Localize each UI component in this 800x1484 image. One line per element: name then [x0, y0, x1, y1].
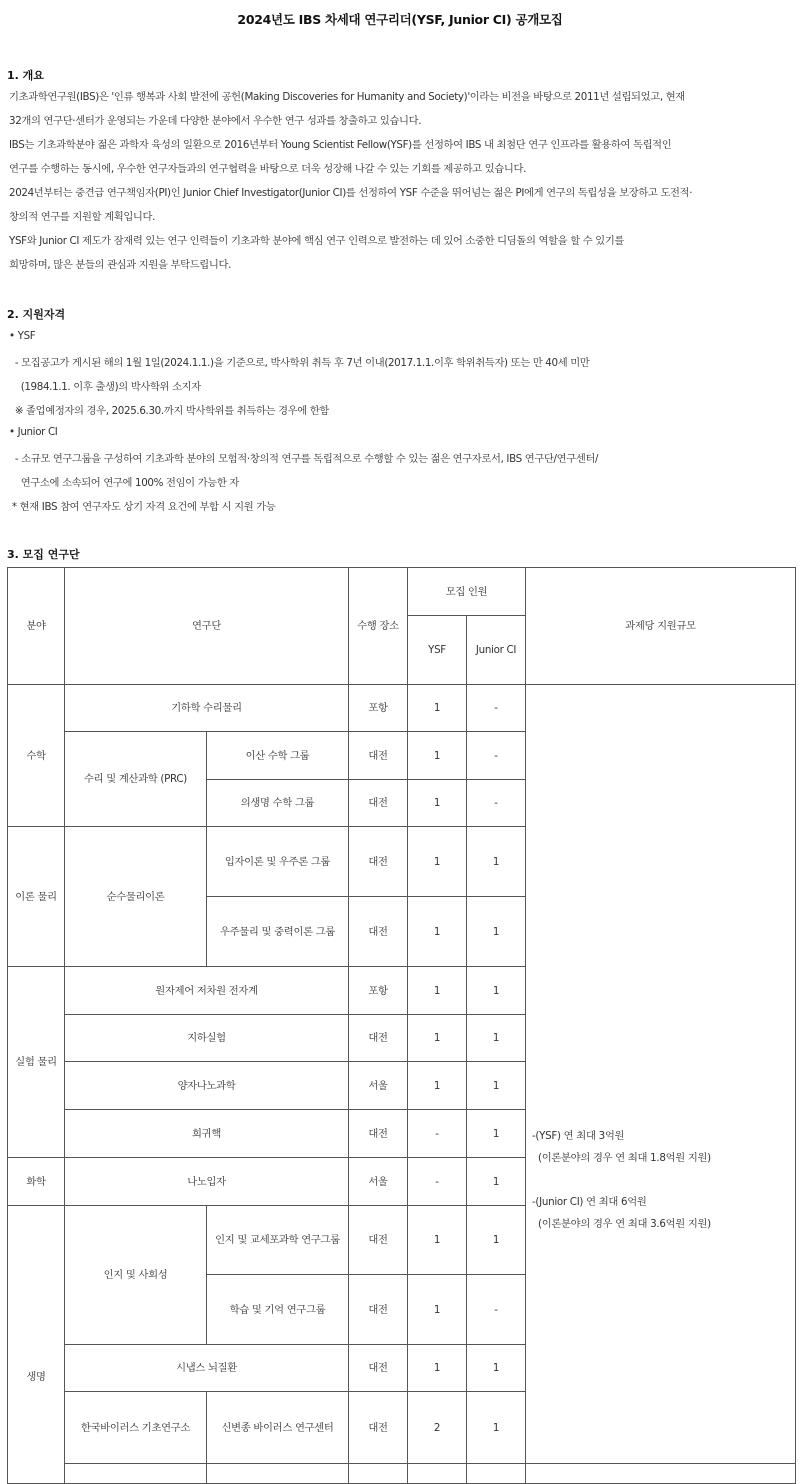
- center-name: 우주물리 및 중력이론 그룹: [207, 897, 349, 967]
- recruit-table: [7, 567, 796, 1484]
- recruit-heading: 3. 모집 연구단: [7, 548, 80, 561]
- support-line: (이론분야의 경우 연 최대 1.8억원 지원): [538, 1152, 711, 1164]
- junior-count: 1: [467, 1158, 526, 1206]
- support-line: (이론분야의 경우 연 최대 3.6억원 지원): [538, 1218, 711, 1230]
- overview-line: 연구를 수행하는 동시에, 우수한 연구자들과의 연구협력을 바탕으로 더욱 성장해 나갈 수 있는 기회를 제공하고 있습니다.: [9, 163, 527, 175]
- eligibility-line: 연구소에 소속되어 연구에 100% 전임이 가능한 자: [9, 477, 240, 489]
- eligibility-line: - 모집공고가 게시된 해의 1월 1일(2024.1.1.)을 기준으로, 박사학위 취득 후 7년 이내(2017.1.1.이후 학위취득자) 또는 만 40세 미만: [9, 357, 590, 369]
- overview-line: 기초과학연구원(IBS)은 '인류 행복과 사회 발전에 공헌(Making Discoveries for Humanity and Society)'이라는 비전을 바탕으로 2011년 설립되었고, 현재: [9, 91, 685, 103]
- header-center: 연구단: [65, 568, 349, 685]
- overview-line: 32개의 연구단·센터가 운영되는 가운데 다양한 분야에서 우수한 연구 성과를 창출하고 있습니다.: [9, 115, 422, 127]
- ysf-count: 2: [408, 1392, 467, 1464]
- support-spacer: [532, 1169, 789, 1191]
- eligibility-line: • Junior CI: [9, 426, 58, 438]
- ysf-count: 1: [408, 1275, 467, 1345]
- location-cell: 서울: [349, 1062, 408, 1110]
- junior-count: 1: [467, 897, 526, 967]
- location-cell: 대전: [349, 1345, 408, 1392]
- overview-line: 2024년부터는 중견급 연구책임자(PI)인 Junior Chief Investigator(Junior CI)를 선정하여 YSF 수준을 뛰어넘는 젊은 PI에게 연구의 독립성을 보장하고 도전적·: [9, 187, 693, 199]
- location-cell: 포항: [349, 967, 408, 1015]
- group-cell: 인지 및 사회성: [65, 1206, 207, 1345]
- group-cell: 한국바이러스 기초연구소: [65, 1392, 207, 1464]
- ysf-count: 1: [408, 780, 467, 827]
- location-cell: 포항: [349, 685, 408, 732]
- group-cell: 수리 및 계산과학 (PRC): [65, 732, 207, 827]
- ysf-count: 1: [408, 827, 467, 897]
- overview-line: IBS는 기초과학분야 젊은 과학자 육성의 일환으로 2016년부터 Young Scientist Fellow(YSF)를 선정하여 IBS 내 최첨단 연구 인프라를 활용하여 독립적인: [9, 139, 672, 151]
- center-name: 인지 및 교세포과학 연구그룹: [207, 1206, 349, 1275]
- eligibility-line: * 현재 IBS 참여 연구자도 상기 자격 요건에 부합 시 지원 가능: [9, 501, 276, 513]
- field-cell: 수학: [8, 685, 65, 827]
- eligibility-line: - 소규모 연구그룹을 구성하여 기초과학 분야의 모험적·창의적 연구를 독립적으로 수행할 수 있는 젊은 연구자로서, IBS 연구단/연구센터/: [9, 453, 599, 465]
- field-cell: 이론 물리: [8, 827, 65, 967]
- ysf-count: 1: [408, 897, 467, 967]
- junior-count: 1: [467, 1345, 526, 1392]
- location-cell: 대전: [349, 732, 408, 780]
- support-line: -(Junior CI) 연 최대 6억원: [532, 1196, 647, 1208]
- center-name: 시냅스 뇌질환: [65, 1345, 349, 1392]
- location-cell: 대전: [349, 827, 408, 897]
- junior-count: -: [467, 1275, 526, 1345]
- ysf-count: 1: [408, 1206, 467, 1275]
- ysf-count: -: [408, 1158, 467, 1206]
- ysf-count: -: [408, 1110, 467, 1158]
- center-name: 지하실험: [65, 1015, 349, 1062]
- center-name: 나노입자: [65, 1158, 349, 1206]
- ysf-count: 1: [408, 685, 467, 732]
- center-name: 원자제어 저차원 전자계: [65, 967, 349, 1015]
- table-row-continuation: [408, 1464, 467, 1484]
- field-cell: 실험 물리: [8, 967, 65, 1158]
- eligibility-line: • YSF: [9, 330, 36, 342]
- table-row-continuation: [207, 1464, 349, 1484]
- center-name: 기하학 수리물리: [65, 685, 349, 732]
- location-cell: 대전: [349, 897, 408, 967]
- ysf-count: 1: [408, 1345, 467, 1392]
- location-cell: 대전: [349, 1392, 408, 1464]
- table-row-continuation: [526, 1464, 796, 1484]
- location-cell: 대전: [349, 1206, 408, 1275]
- header-field: 분야: [8, 568, 65, 685]
- overview-line: 창의적 연구를 지원할 계획입니다.: [9, 211, 156, 223]
- center-name: 학습 및 기억 연구그룹: [207, 1275, 349, 1345]
- field-cell: 생명: [8, 1206, 65, 1484]
- support-cell: [526, 685, 796, 1464]
- ysf-count: 1: [408, 967, 467, 1015]
- header-ysf: YSF: [408, 616, 467, 685]
- center-name: 입자이론 및 우주론 그룹: [207, 827, 349, 897]
- junior-count: -: [467, 780, 526, 827]
- overview-heading: 1. 개요: [7, 69, 44, 82]
- junior-count: 1: [467, 827, 526, 897]
- ysf-count: 1: [408, 1015, 467, 1062]
- ysf-count: 1: [408, 1062, 467, 1110]
- eligibility-line: (1984.1.1. 이후 출생)의 박사학위 소지자: [9, 381, 201, 393]
- junior-count: -: [467, 732, 526, 780]
- overview-line: 희망하며, 많은 분들의 관심과 지원을 부탁드립니다.: [9, 259, 231, 271]
- junior-count: 1: [467, 967, 526, 1015]
- header-location: 수행 장소: [349, 568, 408, 685]
- header-count: 모집 인원: [408, 568, 526, 616]
- center-name: 이산 수학 그룹: [207, 732, 349, 780]
- junior-count: 1: [467, 1110, 526, 1158]
- junior-count: 1: [467, 1015, 526, 1062]
- eligibility-line: ※ 졸업예정자의 경우, 2025.6.30.까지 박사학위를 취득하는 경우에 한함: [9, 405, 330, 417]
- eligibility-heading: 2. 지원자격: [7, 308, 66, 321]
- center-name: 신변종 바이러스 연구센터: [207, 1392, 349, 1464]
- support-line: -(YSF) 연 최대 3억원: [532, 1130, 625, 1142]
- junior-count: -: [467, 685, 526, 732]
- table-row-continuation: [65, 1464, 207, 1484]
- group-cell: 순수물리이론: [65, 827, 207, 967]
- header-junior: Junior CI: [467, 616, 526, 685]
- overview-line: YSF와 Junior CI 제도가 잠재력 있는 연구 인력들이 기초과학 분야에 핵심 연구 인력으로 발전하는 데 있어 소중한 디딤돌의 역할을 할 수 있기를: [9, 235, 625, 247]
- ysf-count: 1: [408, 732, 467, 780]
- location-cell: 서울: [349, 1158, 408, 1206]
- location-cell: 대전: [349, 1110, 408, 1158]
- center-name: 희귀핵: [65, 1110, 349, 1158]
- junior-count: 1: [467, 1392, 526, 1464]
- junior-count: 1: [467, 1206, 526, 1275]
- location-cell: 대전: [349, 780, 408, 827]
- location-cell: 대전: [349, 1015, 408, 1062]
- junior-count: 1: [467, 1062, 526, 1110]
- center-name: 양자나노과학: [65, 1062, 349, 1110]
- header-support: 과제당 지원규모: [526, 568, 796, 685]
- location-cell: 대전: [349, 1275, 408, 1345]
- field-cell: 화학: [8, 1158, 65, 1206]
- page-title: 2024년도 IBS 차세대 연구리더(YSF, Junior CI) 공개모집: [237, 12, 563, 27]
- table-row-continuation: [467, 1464, 526, 1484]
- center-name: 의생명 수학 그룹: [207, 780, 349, 827]
- table-row-continuation: [349, 1464, 408, 1484]
